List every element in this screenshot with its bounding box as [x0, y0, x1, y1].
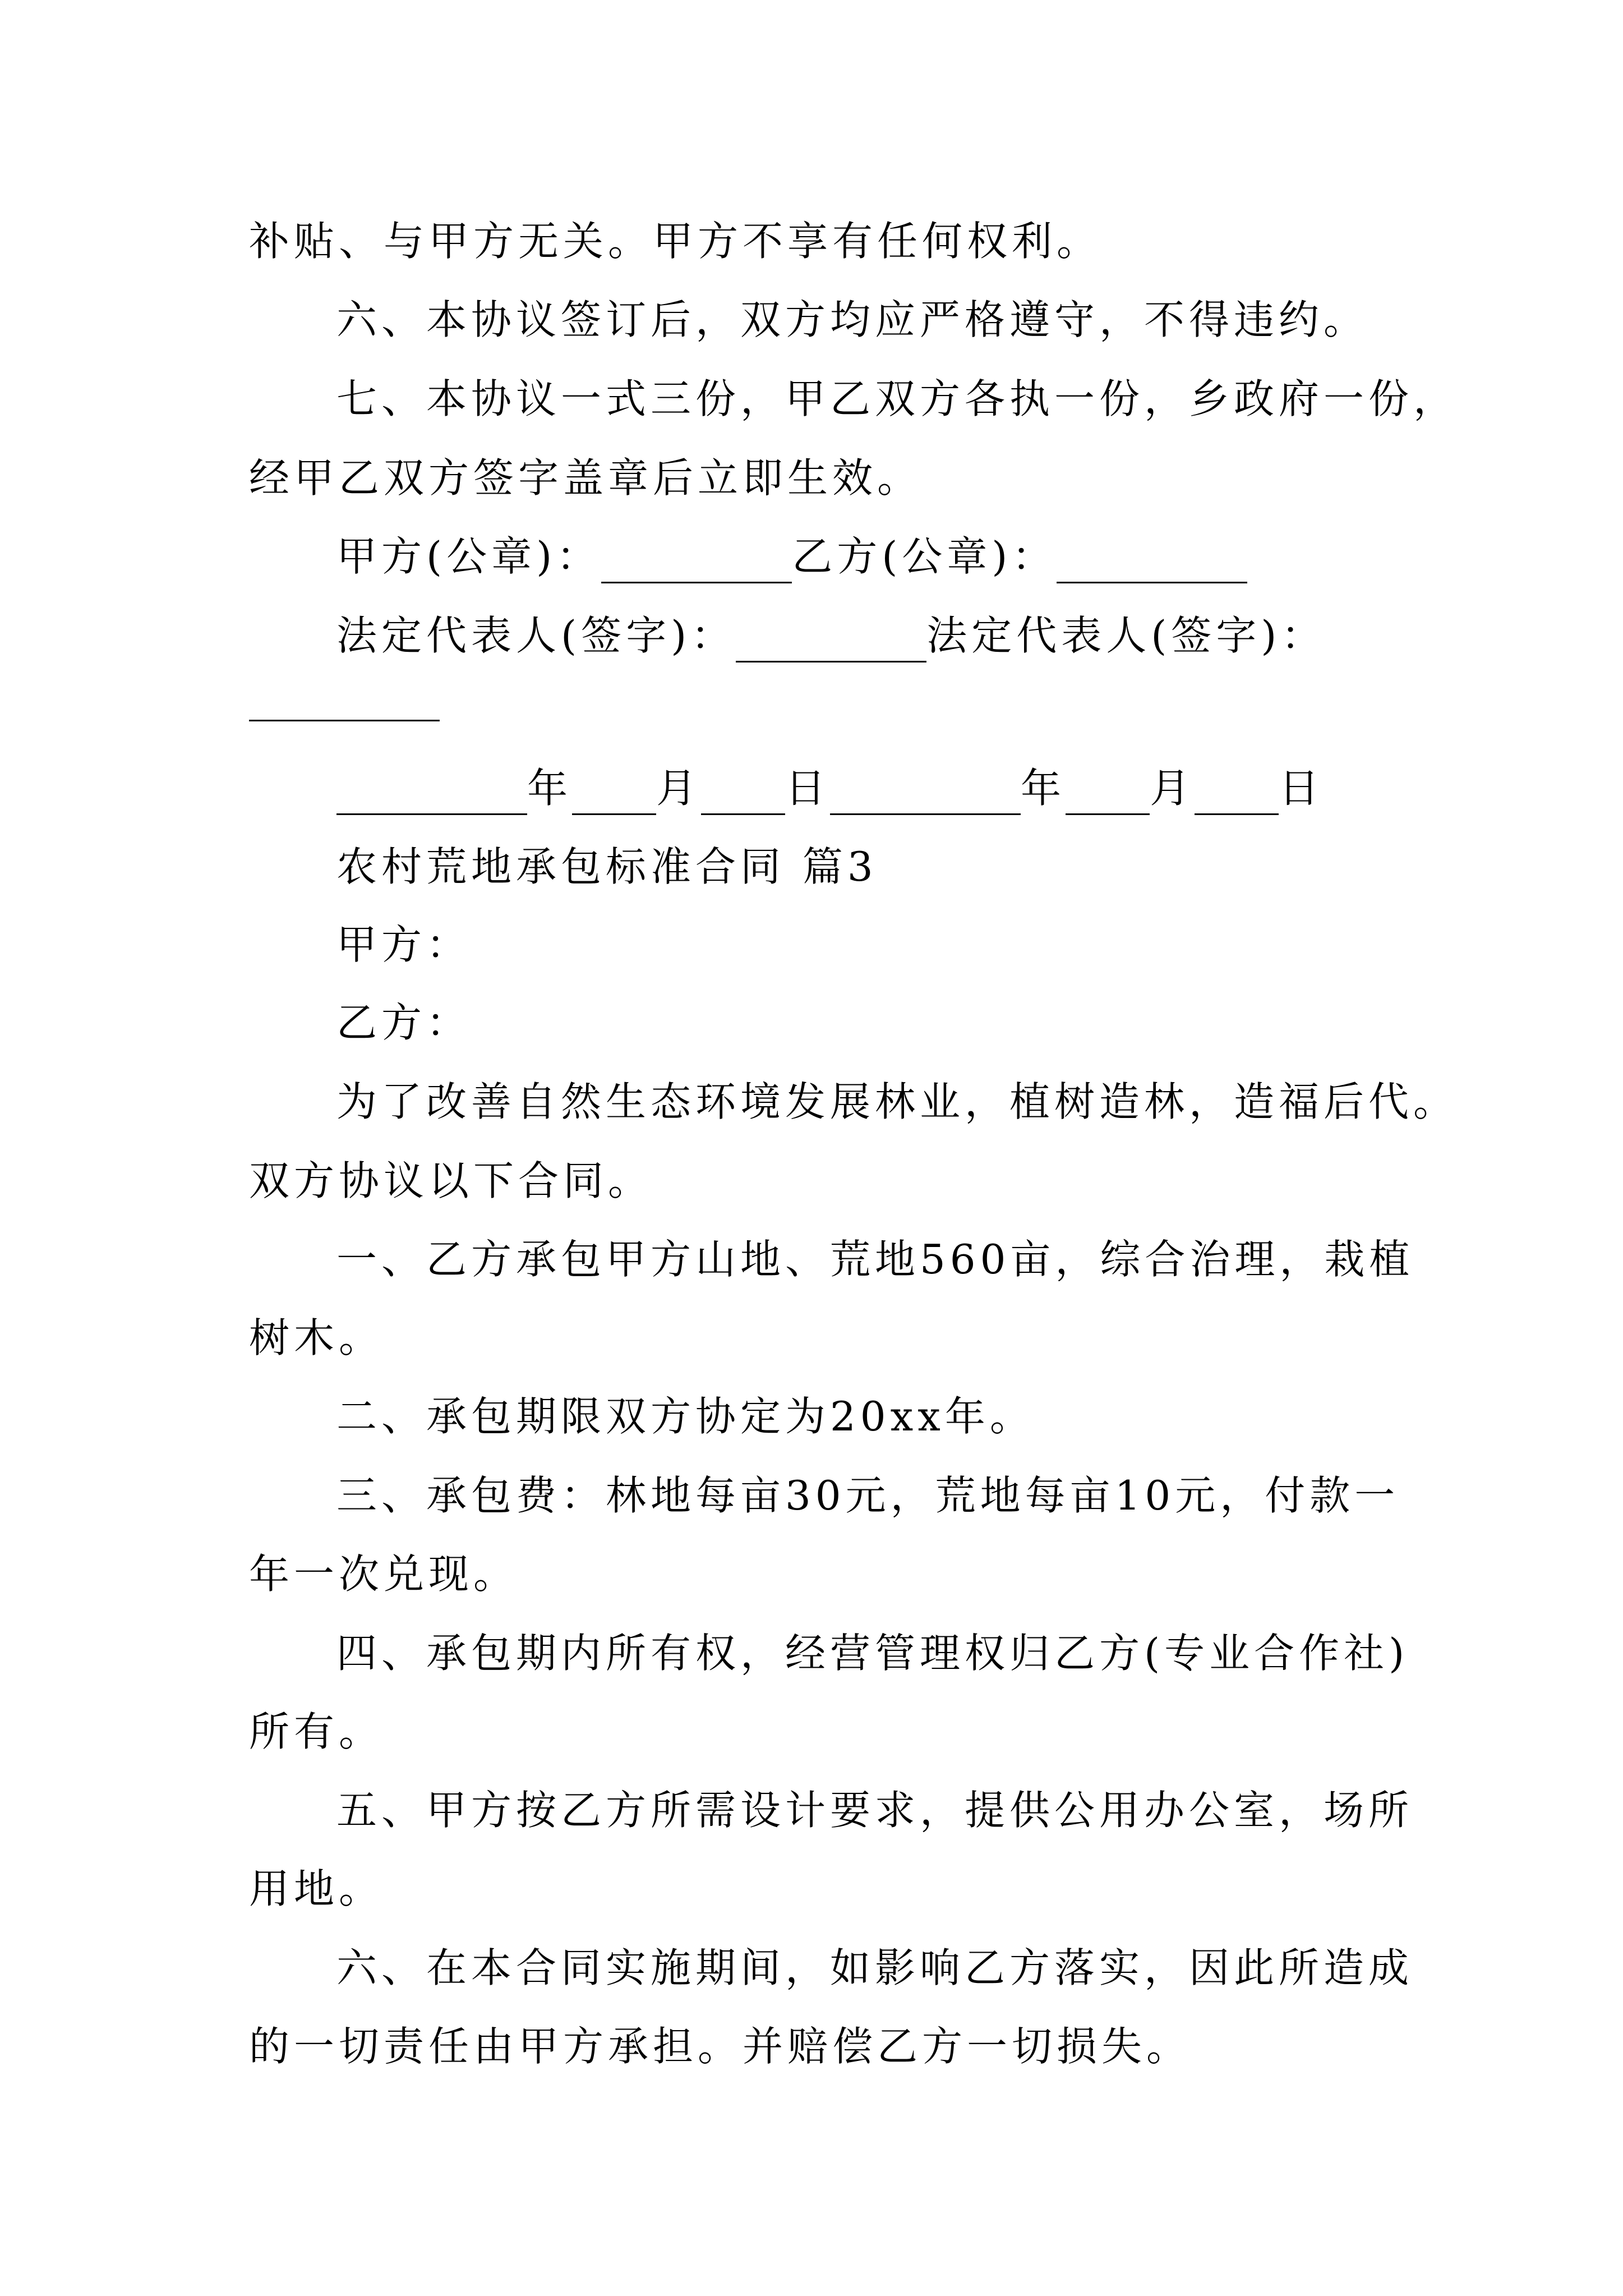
text-line: 一、乙方承包甲方山地、荒地560亩，综合治理，栽植: [336, 1236, 1414, 1283]
signature-line-continuation: [249, 668, 440, 721]
text-line: 经甲乙双方签字盖章后立即生效。: [249, 454, 923, 501]
month-blank: [1066, 771, 1150, 815]
signature-blank: [736, 618, 926, 662]
signature-line-seal: [336, 530, 1247, 583]
day-blank: [1195, 771, 1279, 815]
text-line: 补贴、与甲方无关。甲方不享有任何权利。: [249, 218, 1102, 265]
date-day-label: 日: [785, 765, 831, 812]
date-day-label: 日: [1279, 765, 1324, 812]
signature-blank: [1057, 539, 1247, 583]
signature-blank: [249, 677, 440, 721]
date-year-label: 年: [527, 765, 573, 812]
party-a-seal-label: 甲方(公章)：: [336, 533, 602, 580]
date-month-label: 月: [656, 765, 702, 812]
text-line: 六、本协议签订后，双方均应严格遵守，不得违约。: [336, 296, 1369, 343]
text-line: 年一次兑现。: [249, 1550, 519, 1598]
text-line: 三、承包费：林地每亩30元，荒地每亩10元，付款一: [336, 1472, 1400, 1519]
month-blank: [572, 771, 656, 815]
text-line: 用地。: [249, 1865, 384, 1912]
text-line: 树木。: [249, 1314, 384, 1361]
text-line: 五、甲方按乙方所需设计要求，提供公用办公室，场所: [336, 1787, 1414, 1834]
year-blank: [830, 771, 1021, 815]
text-line: 二、承包期限双方协定为20xx年。: [336, 1393, 1035, 1440]
party-a-representative-label: 法定代表人(签字)：: [336, 612, 736, 659]
text-line: 的一切责任由甲方承担。并赔偿乙方一切损失。: [249, 2023, 1192, 2070]
text-line: 四、承包期内所有权，经营管理权归乙方(专业合作社): [336, 1630, 1409, 1677]
party-a-label: 甲方：: [336, 921, 472, 968]
party-b-representative-label: 法定代表人(签字)：: [926, 612, 1326, 659]
day-blank: [701, 771, 785, 815]
text-line: 双方协议以下合同。: [249, 1157, 653, 1204]
text-line: 六、在本合同实施期间，如影响乙方落实，因此所造成: [336, 1944, 1414, 1991]
party-b-label: 乙方：: [336, 999, 472, 1046]
signature-blank: [601, 539, 792, 583]
date-year-label: 年: [1021, 765, 1066, 812]
signature-line-representative: [336, 609, 1326, 662]
text-line: 七、本协议一式三份，甲乙双方各执一份，乡政府一份，: [336, 375, 1459, 422]
date-month-label: 月: [1150, 765, 1195, 812]
text-line: 为了改善自然生态环境发展林业，植树造林，造福后代。: [336, 1078, 1459, 1125]
date-line: [336, 761, 1324, 815]
section-title: 农村荒地承包标准合同 篇3: [336, 843, 878, 890]
year-blank: [336, 771, 527, 815]
party-b-seal-label: 乙方(公章)：: [792, 533, 1057, 580]
text-line: 所有。: [249, 1708, 384, 1755]
